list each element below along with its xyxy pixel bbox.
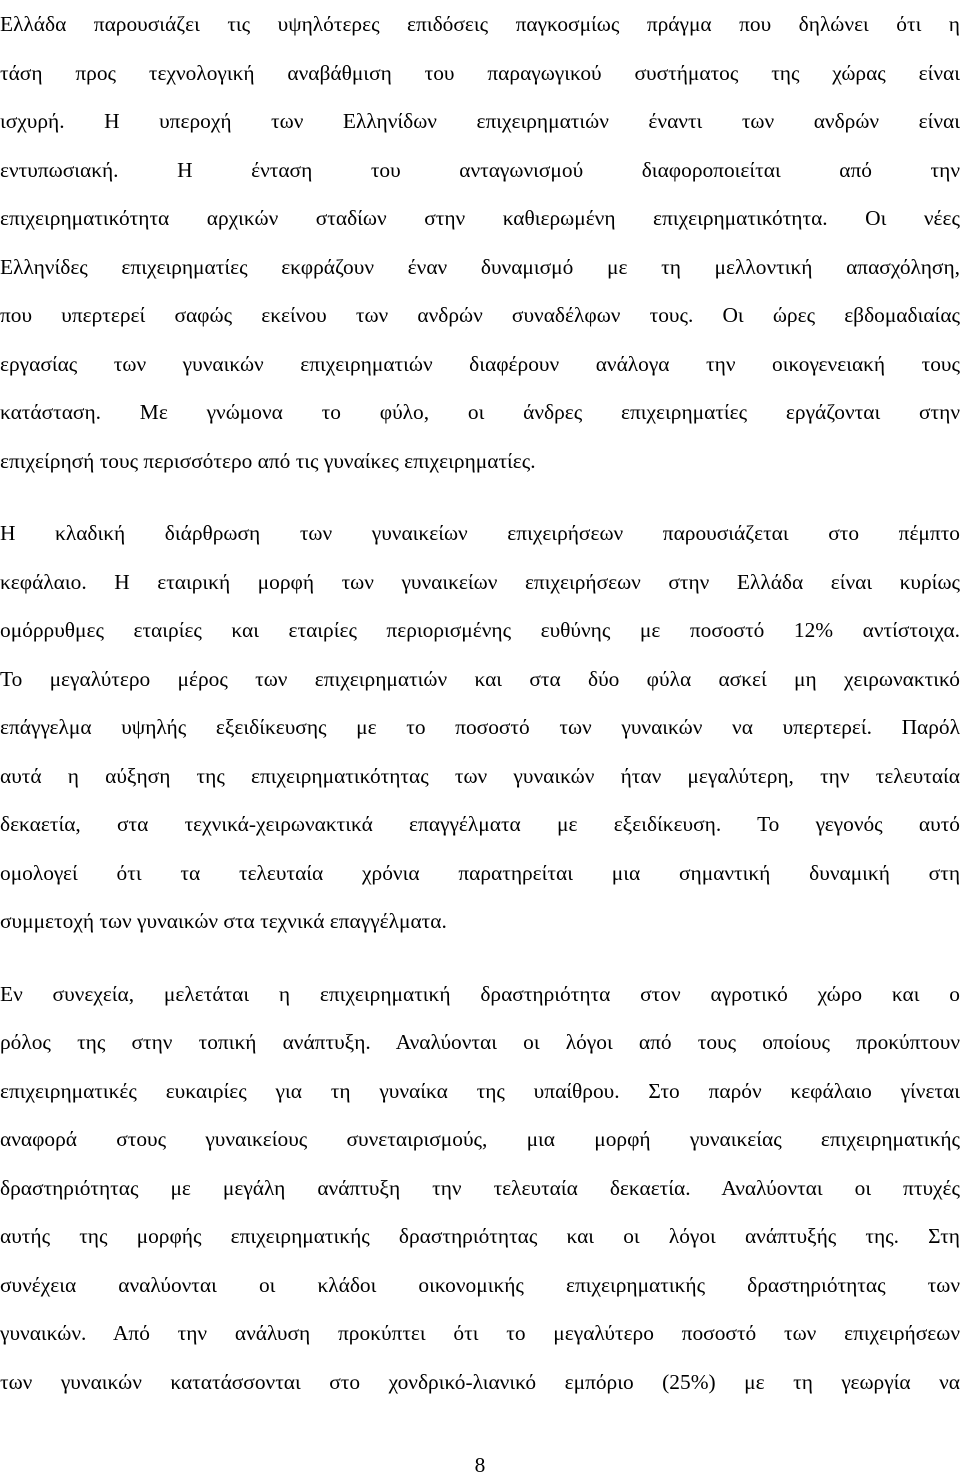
text-line: τάση προς τεχνολογική αναβάθμιση του παραγωγικού συστήματος της χώρας είναι	[0, 60, 960, 85]
text-line: Ελληνίδες επιχειρηματίες εκφράζουν έναν δυναμισμό με τη μελλοντική απασχόληση,	[0, 254, 960, 279]
text-line: εντυπωσιακή. Η ένταση του ανταγωνισμού διαφοροποιείται από την	[0, 157, 960, 182]
paragraph-3	[0, 970, 960, 1407]
text-line: αναφορά στους γυναικείους συνεταιρισμούς, μια μορφή γυναικείας επιχειρηματικής	[0, 1127, 960, 1151]
text-line: ρόλος της στην τοπική ανάπτυξη. Αναλύονται οι λόγοι από τους οποίους προκύπτουν	[0, 1030, 960, 1054]
text-line: ομόρρυθμες εταιρίες και εταιρίες περιορισμένης ευθύνης με ποσοστό 12% αντίστοιχα.	[0, 618, 960, 642]
text-line: επιχειρηματικότητα αρχικών σταδίων στην καθιερωμένη επιχειρηματικότητα. Οι νέες	[0, 206, 960, 230]
text-line: επιχείρησή τους περισσότερο από τις γυναίκες επιχειρηματίες.	[0, 448, 536, 473]
text-line: κεφάλαιο. Η εταιρική μορφή των γυναικείων επιχειρήσεων στην Ελλάδα είναι κυρίως	[0, 569, 960, 594]
text-line: ισχυρή. Η υπεροχή των Ελληνίδων επιχειρηματιών έναντι των ανδρών είναι	[0, 109, 960, 133]
text-line: Το μεγαλύτερο μέρος των επιχειρηματιών και στα δύο φύλα ασκεί μη χειρωνακτικό	[0, 666, 960, 691]
text-line: εργασίας των γυναικών επιχειρηματιών διαφέρουν ανάλογα την οικογενειακή τους	[0, 351, 960, 376]
paragraph-gap	[0, 946, 960, 970]
paragraph-gap	[0, 485, 960, 509]
text-line: που υπερτερεί σαφώς εκείνου των ανδρών συναδέλφων τους. Οι ώρες εβδομαδιαίας	[0, 303, 960, 327]
text-line: επάγγελμα υψηλής εξειδίκευσης με το ποσοστό των γυναικών να υπερτερεί. Παρόλ	[0, 715, 960, 739]
text-line: αυτής της μορφής επιχειρηματικής δραστηριότητας και οι λόγοι ανάπτυξής της. Στη	[0, 1224, 960, 1248]
text-line: δεκαετία, στα τεχνικά-χειρωνακτικά επαγγέλματα με εξειδίκευση. Το γεγονός αυτό	[0, 812, 960, 836]
text-line: Ελλάδα παρουσιάζει τις υψηλότερες επιδόσεις παγκοσμίως πράγμα που δηλώνει ότι η	[0, 12, 960, 36]
page-number: 8	[474, 1453, 486, 1477]
text-line: Εν συνεχεία, μελετάται η επιχειρηματική δραστηριότητα στον αγροτικό χώρο και ο	[0, 981, 960, 1006]
paragraph-2	[0, 509, 960, 946]
text-line: των γυναικών κατατάσσονται στο χονδρικό-λιανικό εμπόριο (25%) με τη γεωργία να	[0, 1369, 960, 1394]
text-line: επιχειρηματικές ευκαιρίες για τη γυναίκα της υπαίθρου. Στο παρόν κεφάλαιο γίνεται	[0, 1078, 960, 1103]
text-line: συμμετοχή των γυναικών στα τεχνικά επαγγέλματα.	[0, 909, 447, 933]
text-line: ομολογεί ότι τα τελευταία χρόνια παρατηρείται μια σημαντική δυναμική στη	[0, 860, 960, 885]
text-line: συνέχεια αναλύονται οι κλάδοι οικονομικής επιχειρηματικής δραστηριότητας των	[0, 1272, 960, 1297]
text-line: δραστηριότητας με μεγάλη ανάπτυξη την τελευταία δεκαετία. Αναλύονται οι πτυχές	[0, 1175, 960, 1200]
text-line: αυτά η αύξηση της επιχειρηματικότητας των γυναικών ήταν μεγαλύτερη, την τελευταία	[0, 763, 960, 788]
text-line: γυναικών. Από την ανάλυση προκύπτει ότι το μεγαλύτερο ποσοστό των επιχειρήσεων	[0, 1321, 960, 1345]
text-line: Η κλαδική διάρθρωση των γυναικείων επιχειρήσεων παρουσιάζεται στο πέμπτο	[0, 521, 960, 545]
paragraph-1	[0, 0, 960, 485]
text-line: κατάσταση. Με γνώμονα το φύλο, οι άνδρες επιχειρηματίες εργάζονται στην	[0, 400, 960, 424]
